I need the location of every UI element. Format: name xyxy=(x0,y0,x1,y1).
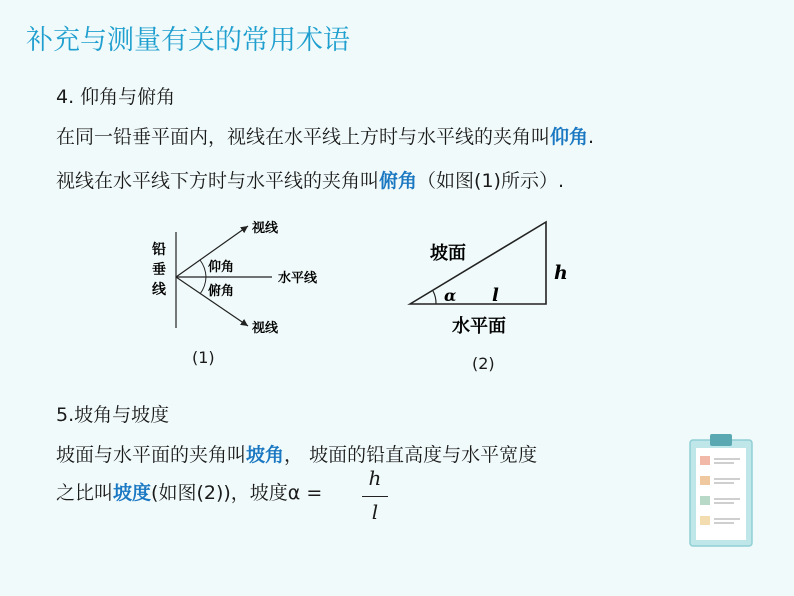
term-depression: 俯角 xyxy=(379,170,418,192)
fraction-bar xyxy=(362,496,388,497)
vertical-label-1: 铅 xyxy=(152,242,166,258)
slope-face-label: 坡面 xyxy=(430,243,466,264)
depression-label: 俯角 xyxy=(208,284,235,299)
section-5-heading: 5.坡角与坡度 xyxy=(56,404,170,426)
fraction-denominator: l xyxy=(371,500,379,524)
figure-1-caption: (1) xyxy=(192,348,215,367)
elevation-label: 仰角 xyxy=(208,260,235,275)
page-title: 补充与测量有关的常用术语 xyxy=(26,25,350,56)
height-label: h xyxy=(554,262,568,284)
depression-arc xyxy=(200,277,206,294)
length-label: l xyxy=(492,285,499,306)
elevation-arc xyxy=(200,260,206,277)
term-gradient: 坡度 xyxy=(113,482,152,504)
angle-label: α xyxy=(444,286,457,305)
term-slope-angle: 坡角 xyxy=(246,444,285,466)
section-5-line-2 xyxy=(56,478,322,505)
line-text: 坡面与水平面的夹角叫 xyxy=(56,444,247,466)
line-text: ， 坡面的铅直高度与水平宽度 xyxy=(284,444,538,466)
line-text: （如图(1)所示）. xyxy=(417,170,564,192)
line-text: 之比叫 xyxy=(56,482,114,504)
line-text: (如图(2))，坡度α = xyxy=(151,482,323,504)
horizontal-face-label: 水平面 xyxy=(452,316,506,337)
section-4-heading: 4. 仰角与俯角 xyxy=(56,86,176,108)
line-text: . xyxy=(588,126,595,148)
section-5-line-1 xyxy=(56,440,537,467)
vertical-label-3: 线 xyxy=(152,282,166,298)
angle-arc xyxy=(433,291,436,304)
vertical-label-2: 垂 xyxy=(152,262,166,278)
section-4-line-1 xyxy=(56,122,594,149)
line-text: 视线在水平线下方时与水平线的夹角叫 xyxy=(56,170,380,192)
figure-2-caption: (2) xyxy=(472,354,495,373)
figure-2-diagram xyxy=(400,214,590,344)
clipboard-icon xyxy=(688,434,754,548)
figure-1-diagram xyxy=(140,210,360,340)
fraction-numerator: h xyxy=(368,466,382,490)
section-4-line-2 xyxy=(56,166,564,193)
lower-sight-label: 视线 xyxy=(252,321,279,336)
upper-sight-label: 视线 xyxy=(252,221,279,236)
horizontal-label: 水平线 xyxy=(278,271,318,286)
line-text: 在同一铅垂平面内，视线在水平线上方时与水平线的夹角叫 xyxy=(56,126,551,148)
gradient-fraction xyxy=(360,466,390,528)
term-elevation: 仰角 xyxy=(550,126,589,148)
